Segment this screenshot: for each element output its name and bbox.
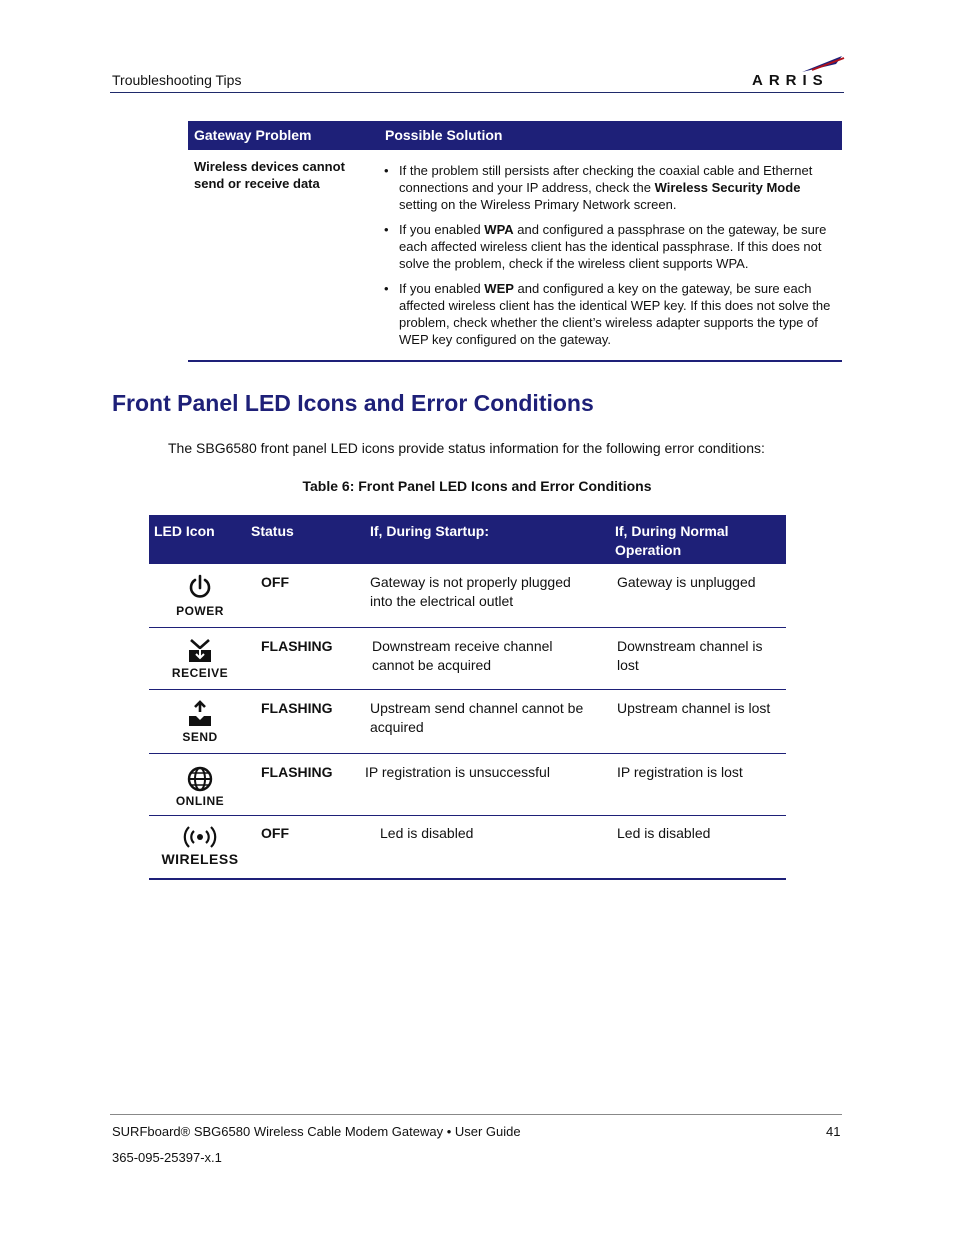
startup-text: Downstream receive channel cannot be acquired	[372, 638, 553, 673]
power-icon	[187, 574, 213, 602]
table-row	[188, 150, 842, 362]
table-row	[149, 628, 786, 690]
col-led-icon: LED Icon	[154, 523, 215, 539]
intro-paragraph: The SBG6580 front panel LED icons provide status information for the following error conditions:	[168, 440, 765, 456]
problem-text: Wireless devices cannot send or receive data	[194, 159, 345, 191]
globe-icon	[187, 766, 213, 792]
send-icon	[186, 700, 214, 728]
table-row	[149, 690, 786, 754]
col-possible-solution: Possible Solution	[385, 127, 503, 143]
icon-label: WIRELESS	[161, 851, 239, 867]
normal-text: IP registration is lost	[617, 764, 743, 780]
status-text: FLASHING	[261, 764, 333, 780]
footer-rule	[110, 1114, 842, 1115]
startup-text: Gateway is not properly plugged into the electrical outlet	[370, 574, 571, 609]
icon-label: ONLINE	[175, 794, 225, 808]
footer-product: SURFboard® SBG6580 Wireless Cable Modem Gateway • User Guide	[112, 1124, 521, 1139]
page-number: 41	[826, 1124, 841, 1139]
list-item: • If you enabled WPA and configured a passphrase on the gateway, be sure each affected wireless client has the identical passphrase. If this does not solve the problem, check if the wireless client supports WPA.	[384, 221, 834, 272]
table-caption: Table 6: Front Panel LED Icons and Error Conditions	[302, 478, 652, 494]
status-text: OFF	[261, 825, 289, 841]
normal-text: Upstream channel is lost	[617, 700, 771, 716]
arris-logo	[752, 54, 846, 90]
startup-text: IP registration is unsuccessful	[365, 764, 550, 780]
status-text: FLASHING	[261, 700, 333, 716]
col-normal-operation: If, During Normal Operation	[615, 523, 729, 558]
icon-label: SEND	[182, 730, 218, 744]
status-text: OFF	[261, 574, 289, 590]
section-title: Front Panel LED Icons and Error Conditions	[112, 390, 594, 416]
normal-text: Led is disabled	[617, 825, 711, 841]
icon-label: RECEIVE	[171, 666, 229, 680]
led-table-header	[149, 515, 786, 564]
wireless-icon	[183, 825, 217, 849]
running-header: Troubleshooting Tips	[112, 72, 242, 88]
normal-text: Gateway is unplugged	[617, 574, 756, 590]
header-rule	[110, 92, 844, 93]
logo-text: ARRIS	[752, 72, 829, 89]
startup-text: Led is disabled	[380, 825, 474, 841]
col-startup: If, During Startup:	[370, 523, 489, 539]
led-table	[149, 515, 786, 880]
normal-text: Downstream channel is lost	[617, 638, 763, 673]
table-row	[149, 564, 786, 628]
status-text: FLASHING	[261, 638, 333, 654]
col-status: Status	[251, 523, 294, 539]
problem-table-header	[188, 121, 842, 150]
receive-icon	[186, 638, 214, 664]
logo-swoosh-icon	[752, 54, 846, 74]
problem-table	[188, 121, 842, 362]
list-item: • If the problem still persists after checking the coaxial cable and Ethernet connections and your IP address, check the Wireless Security Mode setting on the Wireless Primary Network screen.	[384, 162, 834, 213]
col-gateway-problem: Gateway Problem	[194, 127, 312, 143]
list-item: • If you enabled WEP and configured a key on the gateway, be sure each affected wireless client has the identical WEP key. If this does not solve the problem, check whether the client’s wireless adapter supports the type of WEP key configured on the gateway.	[384, 280, 834, 348]
table-row	[149, 754, 786, 816]
icon-label: POWER	[176, 604, 224, 618]
table-row	[149, 816, 786, 880]
startup-text: Upstream send channel cannot be acquired	[370, 700, 584, 735]
doc-number: 365-095-25397-x.1	[112, 1150, 222, 1165]
solution-list	[384, 162, 834, 356]
